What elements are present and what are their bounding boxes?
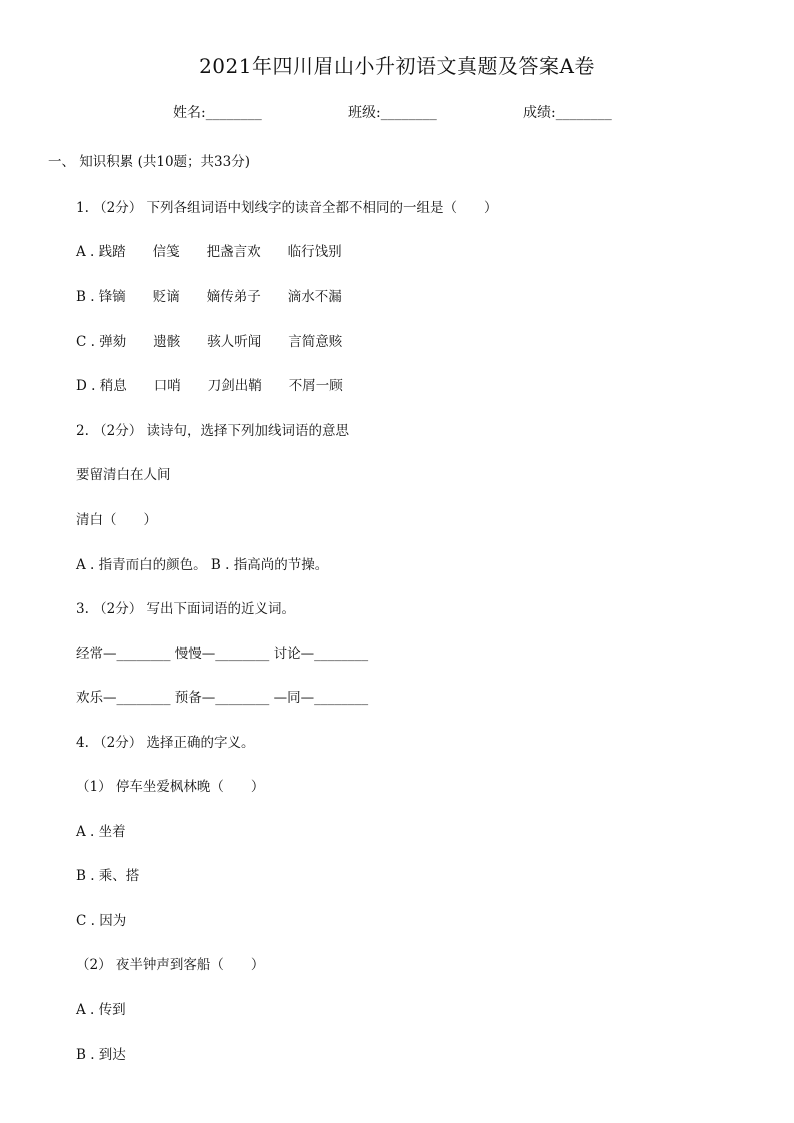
question-3: 3. （2分） 写出下面词语的近义词。: [76, 601, 296, 617]
document-title: 2021年四川眉山小升初语文真题及答案A卷: [199, 54, 595, 78]
q4-1-option-b: B . 乘、搭: [76, 868, 140, 884]
q3-row-2: 欢乐—________ 预备—________ —同—________: [76, 690, 369, 706]
question-4: 4. （2分） 选择正确的字义。: [76, 735, 255, 751]
q4-2-option-b: B . 到达: [76, 1047, 126, 1063]
q4-1-option-a: A . 坐着: [76, 824, 126, 840]
q4-2-option-a: A . 传到: [76, 1002, 126, 1018]
q2-poem-line: 要留清白在人间: [76, 467, 171, 483]
q4-1-option-c: C . 因为: [76, 913, 127, 929]
question-2: 2. （2分） 读诗句，选择下列加线词语的意思: [76, 423, 350, 439]
score-field: 成绩:________: [523, 105, 612, 121]
q4-sub-1: （1） 停车坐爱枫林晚（ ）: [76, 779, 265, 795]
q3-row-1: 经常—________ 慢慢—________ 讨论—________: [76, 646, 369, 662]
q4-sub-2: （2） 夜半钟声到客船（ ）: [76, 957, 265, 973]
q2-options: A . 指青而白的颜色。 B . 指高尚的节操。: [76, 557, 329, 573]
name-field: 姓名:________: [173, 105, 262, 121]
q2-prompt: 清白（ ）: [76, 512, 157, 528]
q1-option-b: B . 锋镝 贬谪 嫡传弟子 滴水不漏: [76, 289, 342, 305]
class-field: 班级:________: [348, 105, 437, 121]
section-heading: 一、 知识积累 (共10题；共33分): [48, 154, 250, 170]
question-1: 1. （2分） 下列各组词语中划线字的读音全都不相同的一组是（ ）: [76, 200, 498, 216]
q1-option-c: C . 弹劾 遗骸 骇人听闻 言简意赅: [76, 334, 343, 350]
q1-option-a: A . 践踏 信笺 把盏言欢 临行饯别: [76, 244, 342, 260]
q1-option-d: D . 稍息 口哨 刀剑出鞘 不屑一顾: [76, 378, 343, 394]
